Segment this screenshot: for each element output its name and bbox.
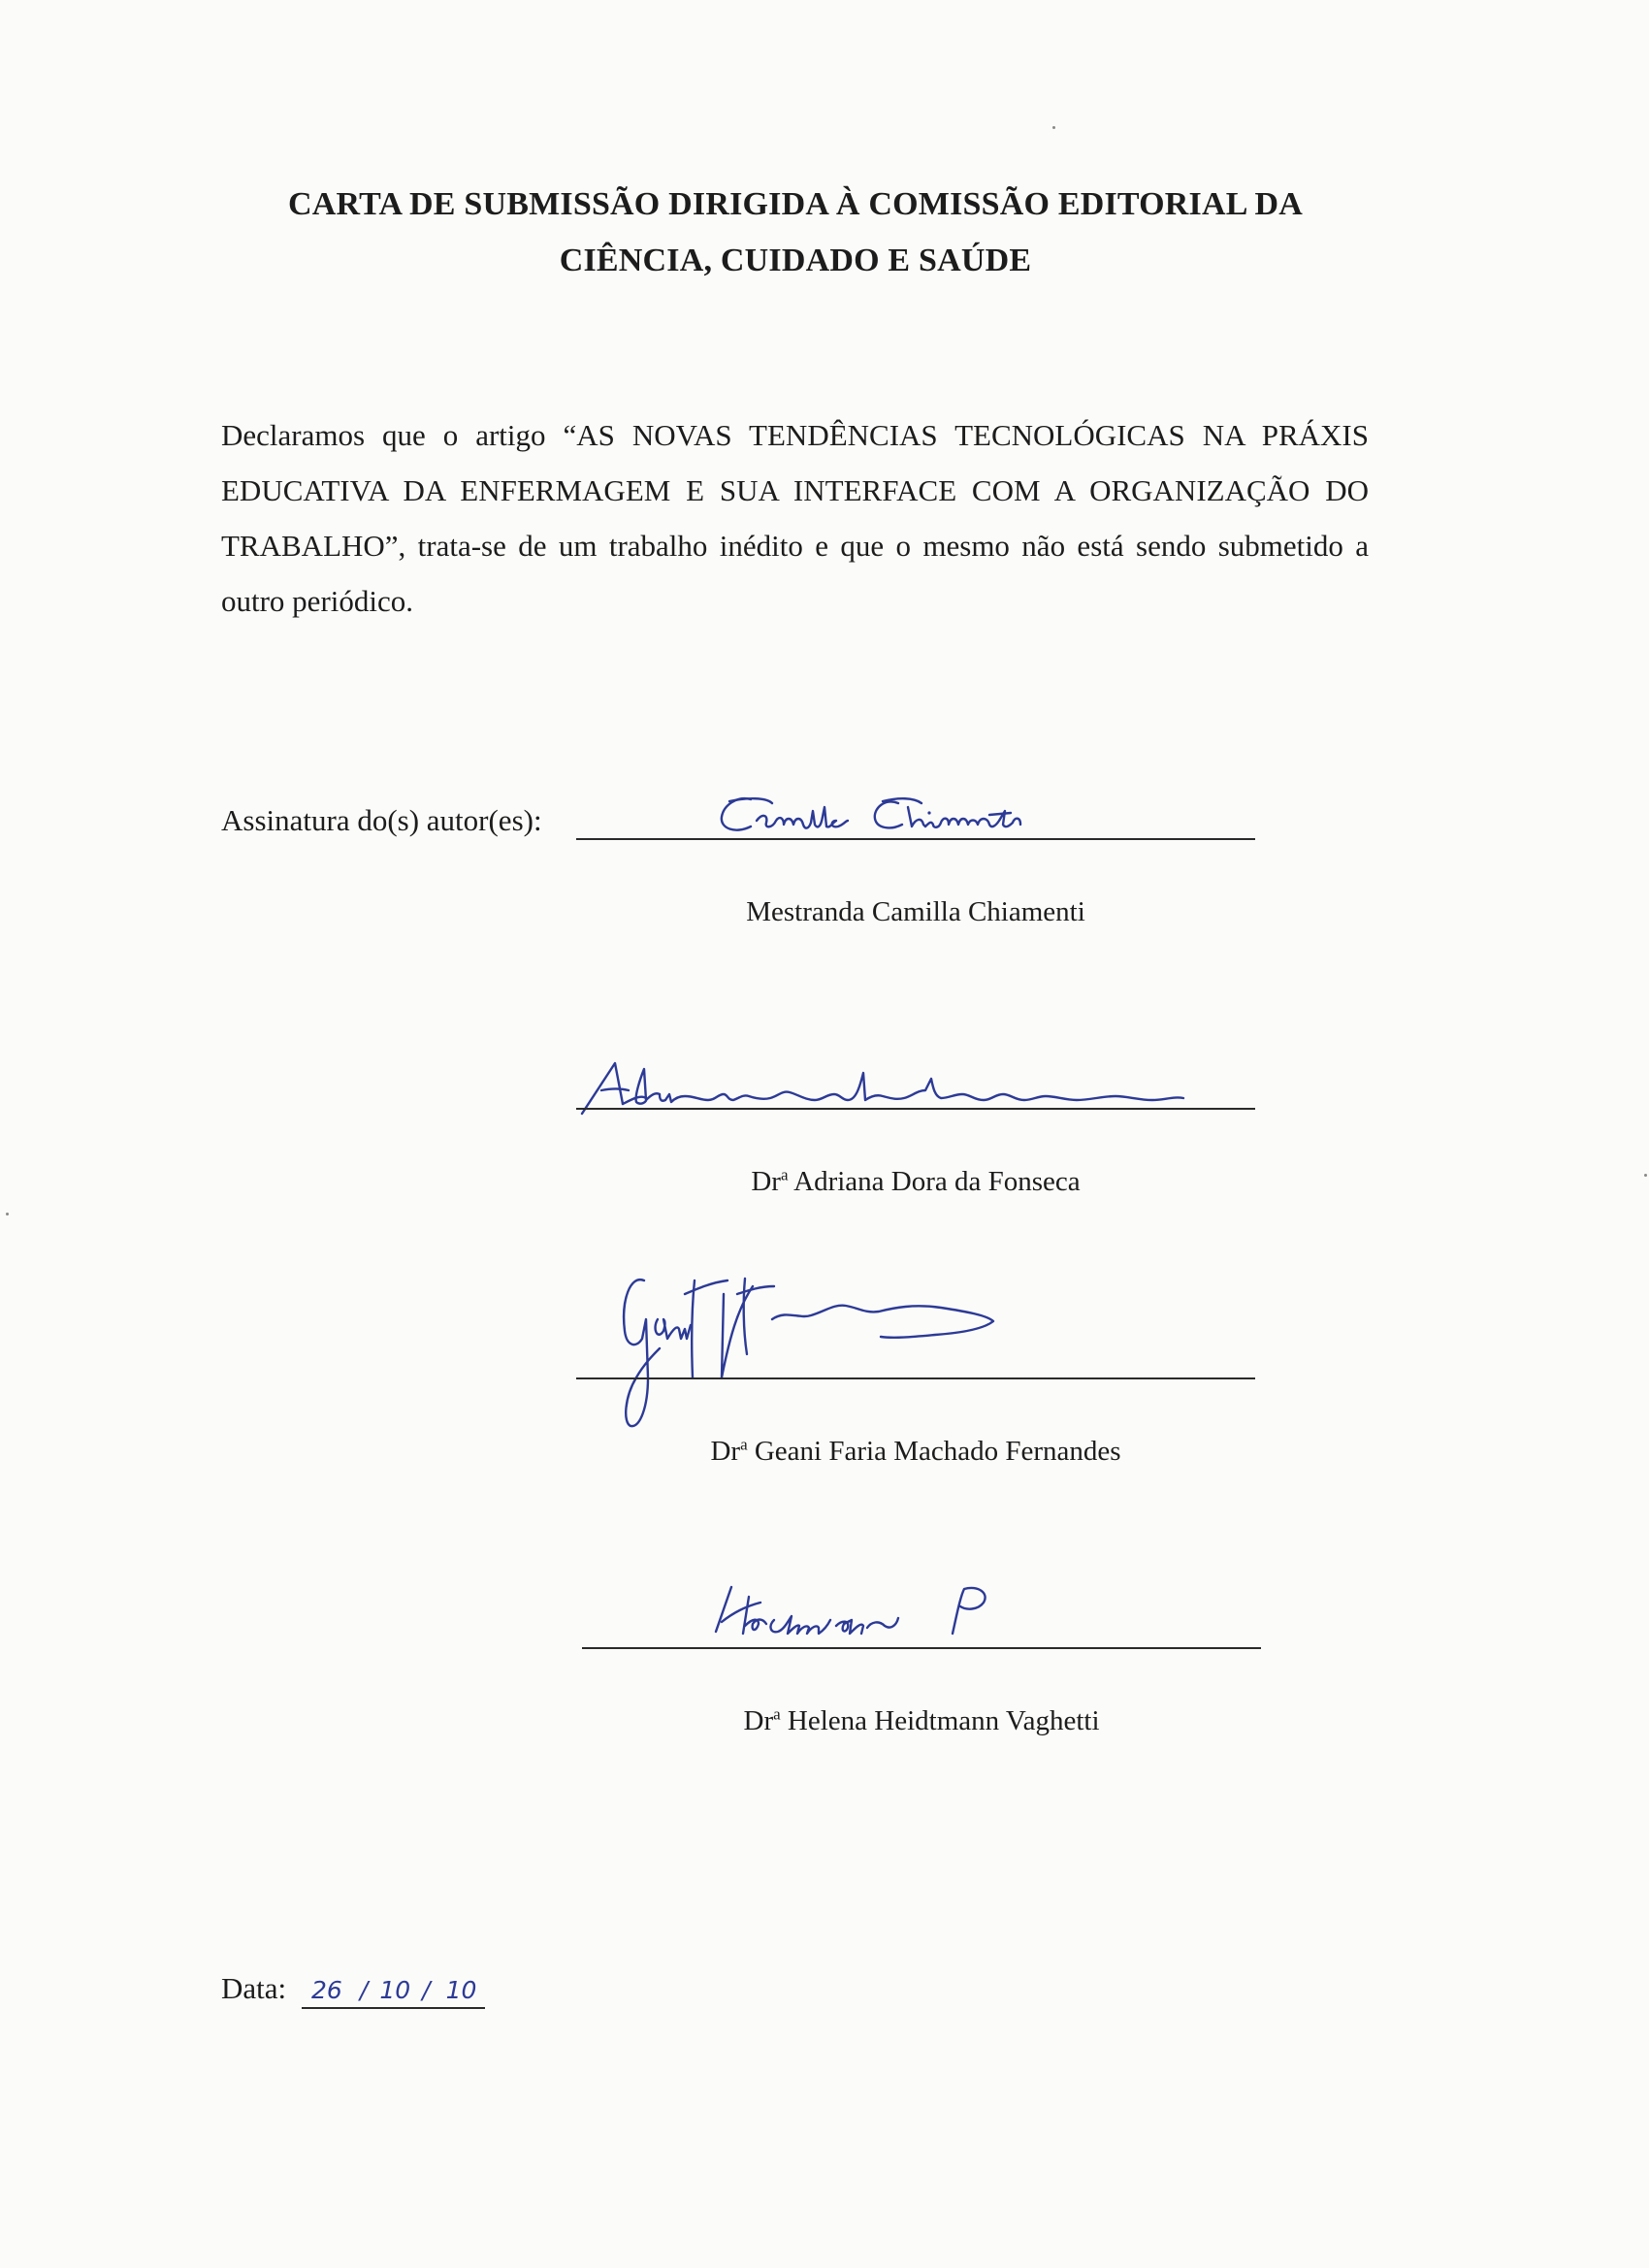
document-title xyxy=(0,177,1591,289)
signature-line-3 xyxy=(576,1377,1255,1379)
declaration-paragraph: Declaramos que o artigo “AS NOVAS TENDÊNCIAS TECNOLÓGICAS NA PRÁXIS EDUCATIVA DA ENFERMAGEM E SUA INTERFACE COM A ORGANIZAÇÃO DO TRABALHO”, trata-se de um trabalho inédito e que o mesmo não está sendo submetido a outro periódico. xyxy=(221,418,1369,618)
signature-adriana-dora-da-fonseca xyxy=(572,1050,1212,1127)
date-month: 10 xyxy=(375,1974,414,2009)
scan-speck xyxy=(1644,1174,1647,1177)
signature-line-1 xyxy=(576,838,1255,840)
signature-label: Assinatura do(s) autor(es): xyxy=(221,803,542,837)
signature-line-2 xyxy=(576,1108,1255,1110)
date-day: 26 xyxy=(302,1974,352,2009)
date-separator: / xyxy=(352,1974,375,2009)
signature-helena-heidtmann-vaghetti xyxy=(706,1577,1075,1647)
signature-camilla-chiamenti xyxy=(708,788,1116,846)
signature-line-4 xyxy=(582,1647,1261,1649)
title-line-2: CIÊNCIA, CUIDADO E SAÚDE xyxy=(559,243,1032,278)
signature-geani-faria-machado-fernandes xyxy=(601,1261,1106,1436)
author-name-3: Dr$^a$ Geani Faria Machado Fernandes xyxy=(710,1435,1121,1467)
author-name-4: Dr$^a$ Helena Heidtmann Vaghetti xyxy=(743,1704,1100,1736)
date-label: Data: xyxy=(221,1971,287,2005)
author-name-2: Dr$^a$ Adriana Dora da Fonseca xyxy=(751,1165,1081,1197)
scan-speck xyxy=(1052,126,1055,129)
date-separator: / xyxy=(414,1974,437,2009)
date-year: 10 xyxy=(438,1974,485,2009)
title-line-1: CARTA DE SUBMISSÃO DIRIGIDA À COMISSÃO EDITORIAL DA xyxy=(288,186,1303,222)
scan-speck xyxy=(6,1213,9,1215)
author-name-1: Mestranda Camilla Chiamenti xyxy=(746,896,1085,927)
date-field xyxy=(221,1969,485,2009)
